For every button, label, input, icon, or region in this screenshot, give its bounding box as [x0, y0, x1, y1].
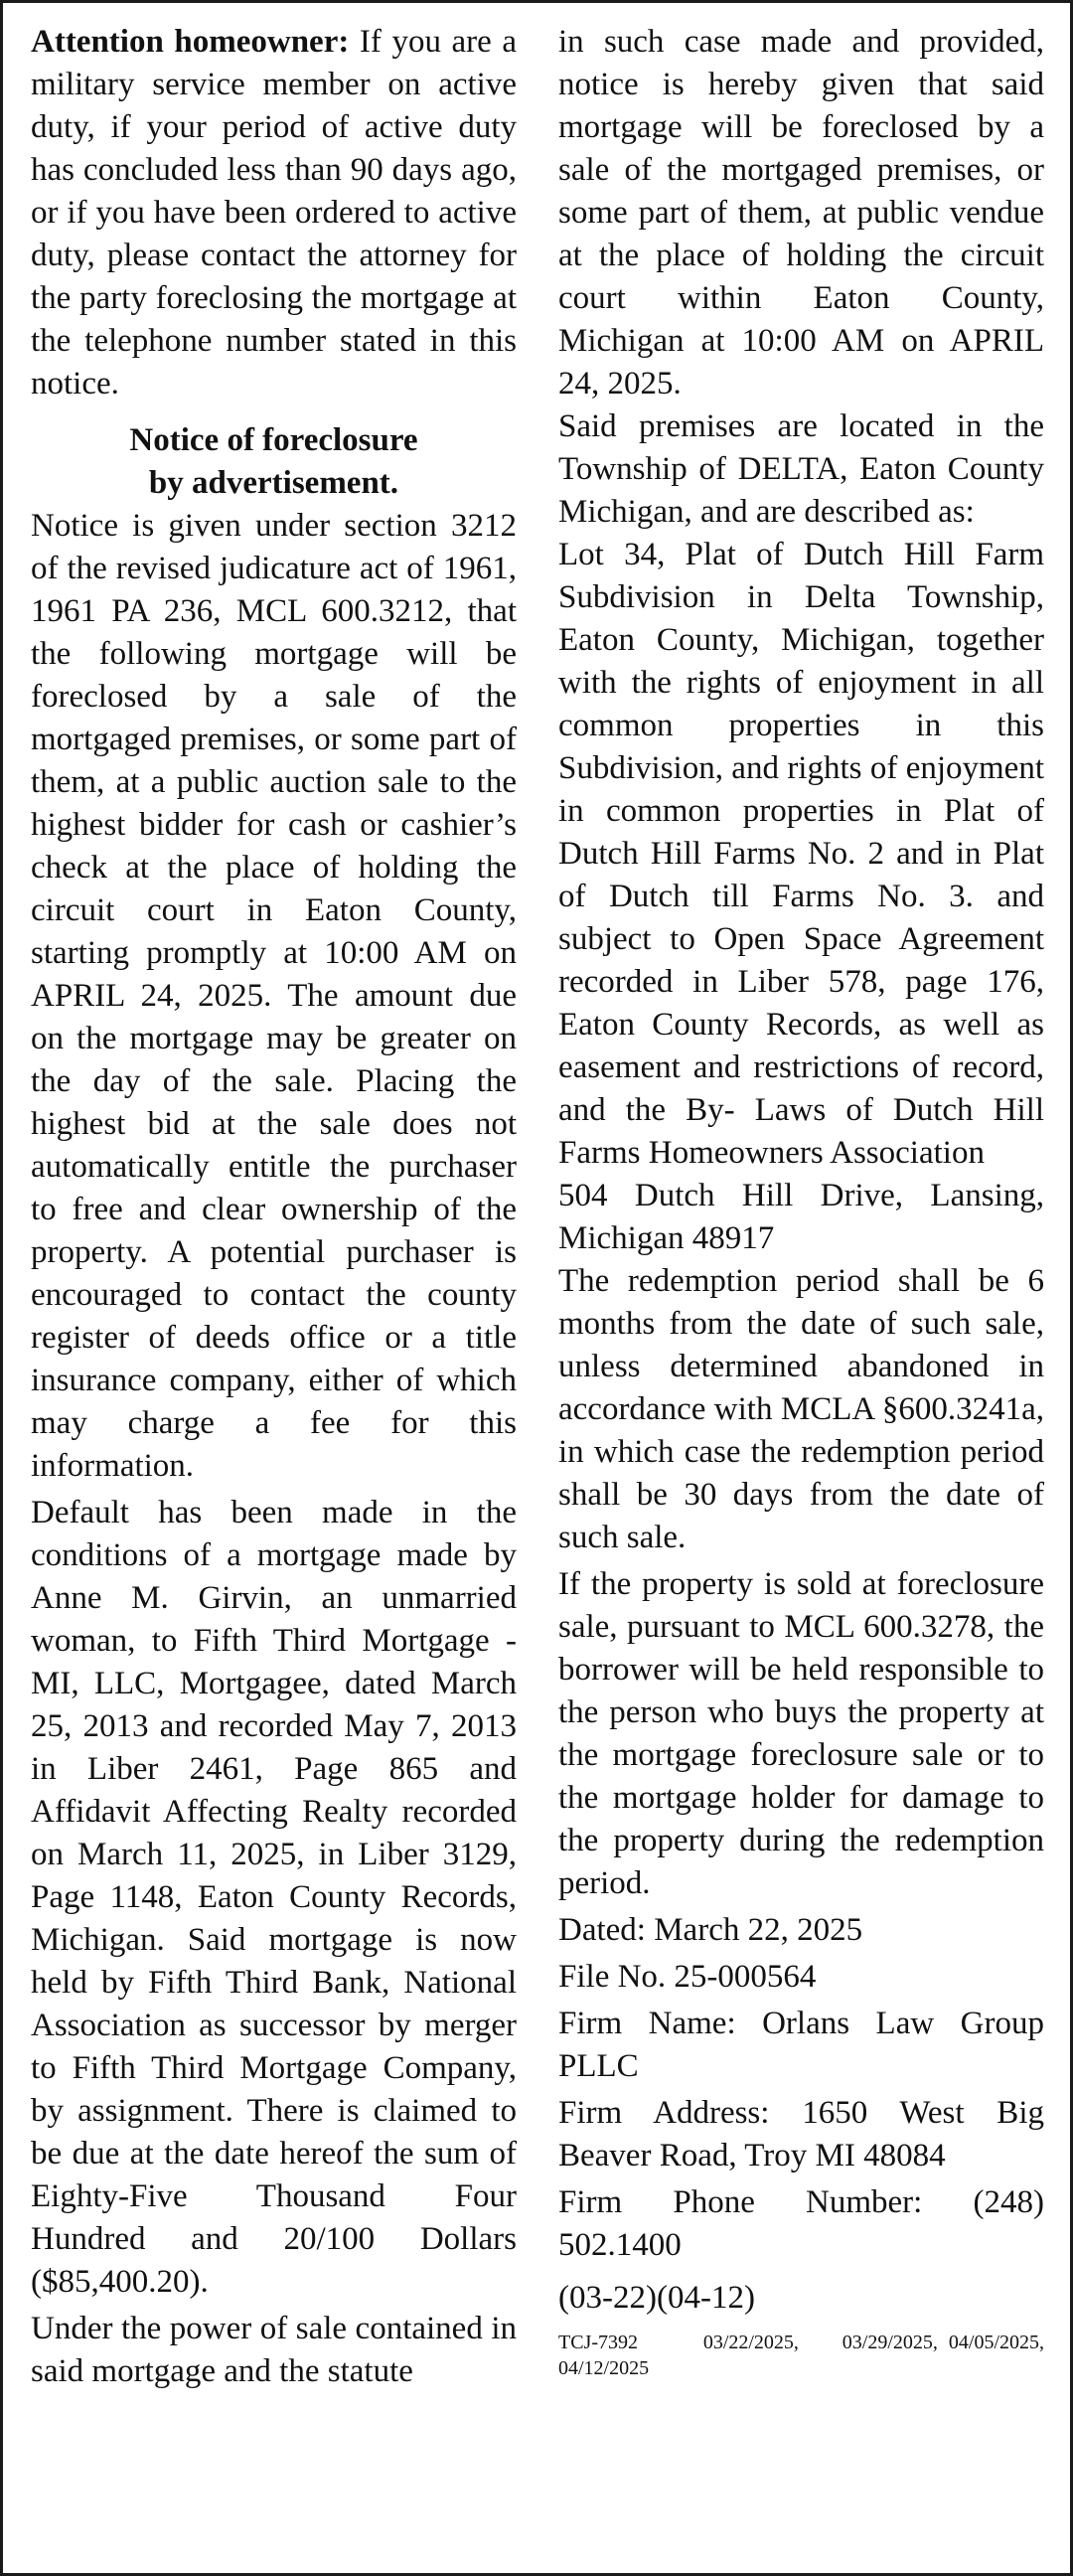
borrower-liability-paragraph: If the property is sold at foreclosure sale, pursuant to MCL 600.3278, the borrower will be held responsible to the person who buys the property at the mortgage foreclosure sale or to the mortgage holder for damage to the property during the redemption period.	[558, 1566, 1044, 1901]
right-column	[558, 21, 1049, 2557]
foreclosure-sale-paragraph: in such case made and provided, notice is hereby given that said mortgage will be foreclosed by a sale of the mortgaged premises, or some part of them, at public vendue at the place of holding the circuit court within Eaton County, Michigan at 10:00 AM on APRIL 24, 2025.	[558, 24, 1044, 402]
dated-line: Dated: March 22, 2025	[558, 1912, 863, 1948]
notice-heading	[31, 419, 517, 505]
publication-line: TCJ-7392 03/22/2025, 03/29/2025, 04/05/2025, 04/12/2025	[558, 2332, 1049, 2379]
firm-address: Firm Address: 1650 West Big Beaver Road, Troy MI 48084	[558, 2095, 1044, 2174]
redemption-paragraph: The redemption period shall be 6 months from the date of such sale, unless determined abandoned in accordance with MCLA §600.3241a, in which case the redemption period shall be 30 days from the date of such sale.	[558, 1263, 1044, 1555]
default-paragraph: Default has been made in the conditions of a mortgage made by Anne M. Girvin, an unmarried woman, to Fifth Third Mortgage - MI, LLC, Mortgagee, dated March 25, 2013 and recorded May 7, 2013 in Liber 2461, Page 865 and Affidavit Affecting Realty recorded on March 11, 2025, in Liber 3129, Page 1148, Eaton County Records, Michigan. Said mortgage is now held by Fifth Third Bank, National Association as successor by merger to Fifth Third Mortgage Company, by assignment. There is claimed to be due at the date hereof the sum of Eighty-Five Thousand Four Hundred and 20/100 Dollars ($85,400.20).	[31, 1495, 517, 2300]
power-of-sale-paragraph: Under the power of sale contained in said mortgage and the statute	[31, 2311, 517, 2389]
premises-location-paragraph: Said premises are located in the Township of DELTA, Eaton County Michigan, and are described as:	[558, 408, 1044, 530]
firm-name: Firm Name: Orlans Law Group PLLC	[558, 2006, 1044, 2084]
attention-text: If you are a military service member on active duty, if your period of active duty has concluded less than 90 days ago, or if you have been ordered to active duty, please contact the attorney for the party foreclosing the mortgage at the telephone number stated in this notice.	[31, 24, 517, 402]
notice-paragraph: Notice is given under section 3212 of the revised judicature act of 1961, 1961 PA 236, MCL 600.3212, that the following mortgage will be foreclosed by a sale of the mortgaged premises, or some part of them, at a public auction sale to the highest bidder for cash or cashier’s check at the place of holding the circuit court in Eaton County, starting promptly at 10:00 AM on APRIL 24, 2025. The amount due on the mortgage may be greater on the day of the sale. Placing the highest bid at the sale does not automatically entitle the purchaser to free and clear ownership of the property. A potential purchaser is encouraged to contact the county register of deeds office or a title insurance company, either of which may charge a fee for this information.	[31, 508, 517, 1484]
publication-info	[558, 2330, 1049, 2381]
attention-paragraph	[31, 21, 517, 405]
legal-description-paragraph: Lot 34, Plat of Dutch Hill Farm Subdivision in Delta Township, Eaton County, Michigan, together with the rights of enjoyment in all common properties in this Subdivision, and rights of enjoyment in common properties in Plat of Dutch Hill Farms No. 2 and in Plat of Dutch till Farms No. 3. and subject to Open Space Agreement recorded in Liber 578, page 176, Eaton County Records, as well as easement and restrictions of record, and the By- Laws of Dutch Hill Farms Homeowners Association	[558, 537, 1044, 1171]
run-dates: (03-22)(04-12)	[558, 2280, 755, 2316]
firm-phone: Firm Phone Number: (248) 502.1400	[558, 2184, 1044, 2263]
left-column	[31, 21, 517, 2557]
heading-line-2: by advertisement.	[148, 465, 399, 501]
property-address: 504 Dutch Hill Drive, Lansing, Michigan 48917	[558, 1178, 1044, 1256]
attention-label: Attention homeowner:	[31, 24, 350, 60]
file-number: File No. 25-000564	[558, 1959, 817, 1995]
heading-line-1: Notice of foreclosure	[129, 422, 418, 458]
